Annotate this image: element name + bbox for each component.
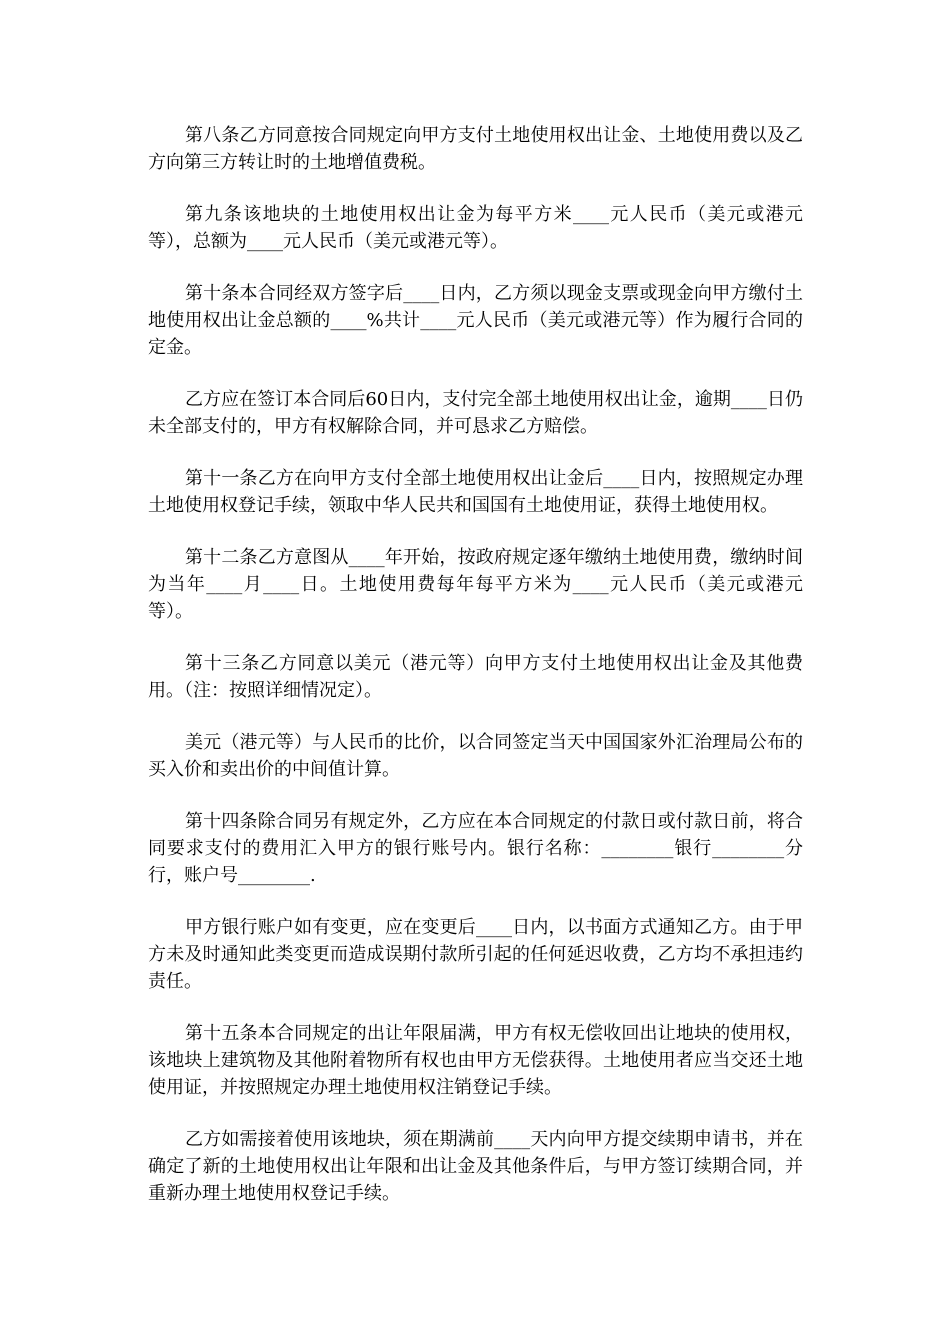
paragraph-article-10-payment-deadline: 乙方应在签订本合同后60日内，支付完全部土地使用权出让金，逾期____日仍未全部支付的，甲方有权解除合同，并可恳求乙方赔偿。 [148,389,803,437]
document-body [148,122,803,1232]
paragraph-article-15: 第十五条本合同规定的出让年限届满，甲方有权无偿收回出让地块的使用权，该地块上建筑物及其他附着物所有权也由甲方无偿获得。土地使用者应当交还土地使用证，并按照规定办理土地使用权注销登记手续。 [148,1023,803,1098]
paragraph-article-11: 第十一条乙方在向甲方支付全部土地使用权出让金后____日内，按照规定办理土地使用权登记手续，领取中华人民共和国国有土地使用证，获得土地使用权。 [148,468,803,516]
paragraph-renewal: 乙方如需接着使用该地块，须在期满前____天内向甲方提交续期申请书，并在确定了新的土地使用权出让年限和出让金及其他条件后，与甲方签订续期合同，并重新办理土地使用权登记手续。 [148,1129,803,1204]
paragraph-article-13: 第十三条乙方同意以美元（港元等）向甲方支付土地使用权出让金及其他费用。（注：按照详细情况定）。 [148,653,803,701]
paragraph-bank-account-change: 甲方银行账户如有变更，应在变更后____日内，以书面方式通知乙方。由于甲方未及时通知此类变更而造成误期付款所引起的任何延迟收费，乙方均不承担违约责任。 [148,917,803,992]
paragraph-exchange-rate: 美元（港元等）与人民币的比价，以合同签定当天中国国家外汇治理局公布的买入价和卖出价的中间值计算。 [148,732,803,780]
paragraph-article-10: 第十条本合同经双方签字后____日内，乙方须以现金支票或现金向甲方缴付土地使用权出让金总额的____%共计____元人民币（美元或港元等）作为履行合同的定金。 [148,283,803,358]
paragraph-article-9: 第九条该地块的土地使用权出让金为每平方米____元人民币（美元或港元等），总额为____元人民币（美元或港元等）。 [148,204,803,252]
paragraph-article-14: 第十四条除合同另有规定外，乙方应在本合同规定的付款日或付款日前，将合同要求支付的费用汇入甲方的银行账号内。银行名称：________银行________分行，账户号________. [148,811,803,886]
paragraph-article-12: 第十二条乙方意图从____年开始，按政府规定逐年缴纳土地使用费，缴纳时间为当年____月____日。土地使用费每年每平方米为____元人民币（美元或港元等）。 [148,547,803,622]
paragraph-article-8: 第八条乙方同意按合同规定向甲方支付土地使用权出让金、土地使用费以及乙方向第三方转让时的土地增值费税。 [148,125,803,173]
